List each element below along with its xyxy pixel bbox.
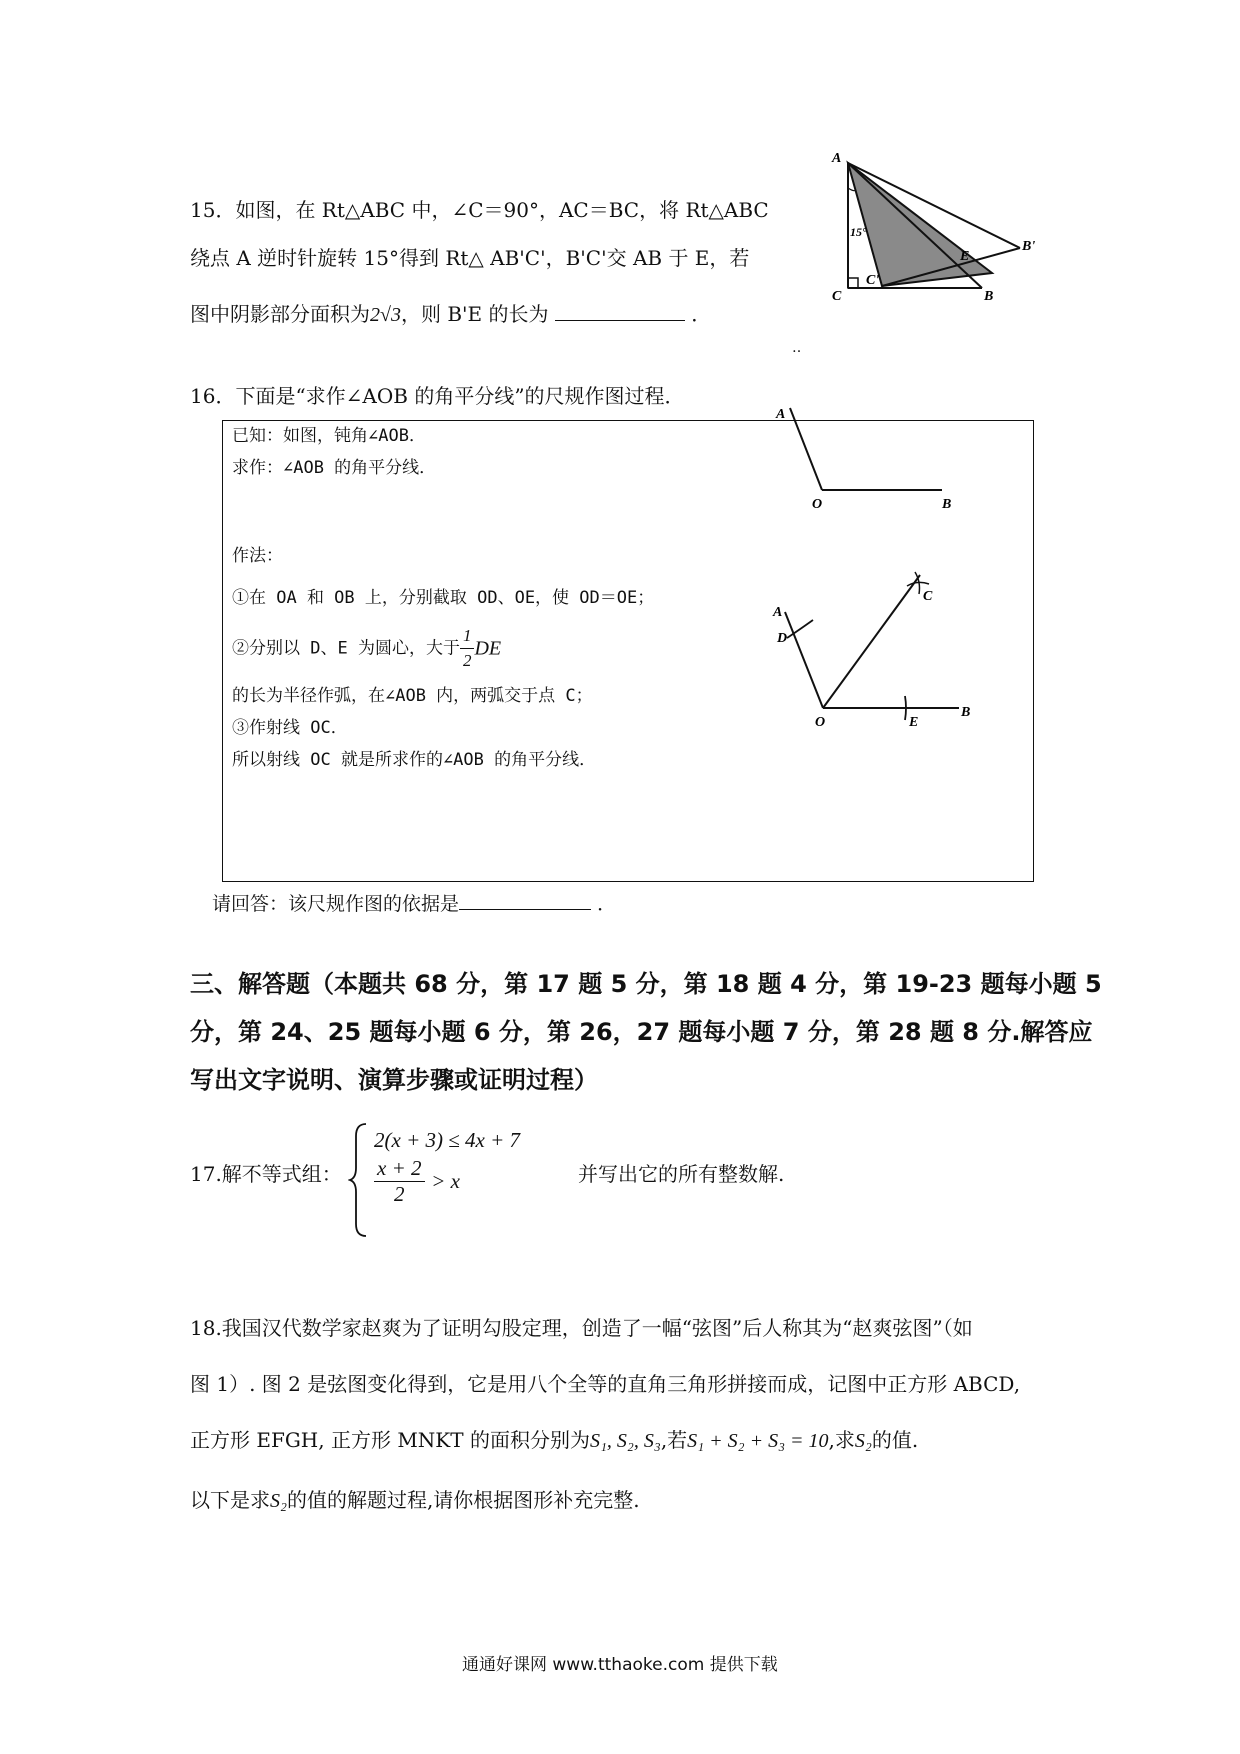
- q15-label-a: A: [832, 151, 842, 166]
- q16-find: 求作：∠AOB 的角平分线．: [232, 458, 437, 478]
- q17-inequality-2: [374, 1156, 460, 1207]
- q16-step3: ③作射线 OC．: [232, 718, 348, 738]
- q16-fig1-label-a: A: [776, 407, 786, 422]
- q17-fraction-den: 2: [394, 1182, 405, 1206]
- q16-step2-cont: 的长为半径作弧，在∠AOB 内，两弧交于点 C；: [232, 686, 593, 706]
- q16-known: 已知：如图，钝角∠AOB．: [232, 426, 426, 446]
- q16-step1: ①在 OA 和 OB 上，分别截取 OD、OE，使 OD＝OE；: [232, 588, 655, 608]
- q16-figure-given-angle: [770, 400, 970, 510]
- q16-fraction-num: 1: [460, 624, 475, 649]
- q17-inequality-1: 2(x + 3) ≤ 4x + 7: [374, 1128, 520, 1152]
- q15-line2: 绕点 A 逆时针旋转 15°得到 Rt△ AB'C'，B'C'交 AB 于 E，若: [190, 246, 750, 270]
- q18-line4-pre: 以下是求: [190, 1488, 270, 1512]
- q16-figure-construction: [765, 560, 985, 730]
- q16-fig2-label-o: O: [815, 715, 826, 730]
- section3-line2: 分，第 24、25 题每小题 6 分，第 26，27 题每小题 7 分，第 28 题 8 分.解答应: [190, 1018, 1093, 1046]
- q15-label-cp: C': [866, 273, 880, 288]
- section3-line1: 三、解答题（本题共 68 分，第 17 题 5 分，第 18 题 4 分，第 19-23 题每小题 5: [190, 970, 1102, 998]
- q17-brace-path: [350, 1124, 366, 1236]
- q15-dots: ‥: [792, 340, 802, 356]
- q16-intro: 16．下面是“求作∠AOB 的角平分线”的尺规作图过程．: [190, 384, 685, 408]
- q16-method: 作法：: [232, 546, 283, 566]
- q18-line3-post: ,求: [828, 1428, 855, 1452]
- q15-line1: 15．如图，在 Rt△ABC 中，∠C＝90°，AC＝BC，将 Rt△ABC: [190, 198, 769, 222]
- q16-answer-line: [212, 890, 616, 918]
- q16-ray-oc: [823, 575, 920, 708]
- q17-fraction-num: x + 2: [374, 1156, 425, 1182]
- q16-fig2-label-b: B: [961, 705, 971, 720]
- q15-line3-end: ．: [691, 302, 712, 326]
- q16-step2: [232, 624, 501, 673]
- q16-fig2-label-a: A: [773, 605, 783, 620]
- q15-label-c: C: [832, 289, 842, 304]
- q18-line1: 18.我国汉代数学家赵爽为了证明勾股定理，创造了一幅“弦图”后人称其为“赵爽弦图”（如: [190, 1316, 973, 1340]
- q16-fraction: [460, 624, 475, 673]
- q18-line3-vars: S₁, S₂, S₃: [589, 1430, 661, 1452]
- q16-fig2-label-e: E: [909, 715, 919, 730]
- q15-figure: [820, 148, 1040, 308]
- q16-answer-blank[interactable]: [459, 909, 591, 910]
- q15-line3-mid: ，则 B'E 的长为: [400, 302, 549, 326]
- q16-step2-pre: ②分别以 D、E 为圆心，大于: [232, 638, 460, 659]
- q18-line3-end: 的值.: [871, 1428, 919, 1452]
- q18-line3: [190, 1426, 918, 1455]
- q18-line4-var: S₂: [270, 1490, 287, 1512]
- q18-line3-mid: ,若: [660, 1428, 688, 1452]
- q18-line3-pre: 正方形 EFGH, 正方形 MNKT 的面积分别为: [190, 1428, 590, 1452]
- section3-line3: 写出文字说明、演算步骤或证明过程）: [190, 1066, 598, 1094]
- q15-label-angle: 15°: [850, 225, 867, 239]
- q18-line4: [190, 1486, 640, 1515]
- q16-answer-pre: 请回答：该尺规作图的依据是: [212, 893, 460, 915]
- q16-answer-end: ．: [597, 893, 617, 915]
- q15-line3: [190, 300, 711, 329]
- q15-answer-blank[interactable]: [555, 320, 685, 321]
- q18-line2: 图 1）. 图 2 是弦图变化得到，它是用八个全等的直角三角形拼接而成，记图中正方形 ABCD,: [190, 1372, 1021, 1396]
- q15-label-e: E: [960, 249, 970, 264]
- q15-label-bp: B': [1022, 239, 1036, 254]
- q15-label-b: B: [984, 289, 994, 304]
- q16-arc-c1: [907, 582, 929, 586]
- q16-ray-oa: [790, 408, 822, 490]
- q16-fraction-den: 2: [462, 651, 472, 670]
- q17-inequality-2-rhs: > x: [431, 1169, 460, 1193]
- q17-tail: 并写出它的所有整数解.: [578, 1162, 785, 1186]
- q17-brace: [348, 1120, 372, 1240]
- q16-arc-e: [905, 696, 906, 720]
- q16-conclusion: 所以射线 OC 就是所求作的∠AOB 的角平分线．: [232, 750, 597, 770]
- q16-fig2-label-c: C: [923, 589, 933, 604]
- q16-fig1-label-o: O: [812, 497, 823, 510]
- q17-fraction: [374, 1156, 425, 1207]
- page-footer: 通通好课网 www.tthaoke.com 提供下载: [462, 1655, 778, 1675]
- q18-line3-eq: S₁ + S₂ + S₃ = 10: [687, 1430, 829, 1452]
- q18-line3-target: S₂: [854, 1430, 872, 1452]
- q15-line3-pre: 图中阴影部分面积为: [190, 302, 370, 326]
- q16-step2-var: DE: [474, 637, 502, 660]
- q15-area-value: 2√3: [370, 304, 401, 326]
- q16-fig1-label-b: B: [942, 497, 952, 510]
- q15-right-angle-mark: [848, 278, 858, 288]
- q18-line4-post: 的值的解题过程,请你根据图形补充完整.: [286, 1488, 640, 1512]
- q17-label: 17.解不等式组：: [190, 1162, 342, 1186]
- q16-fig2-label-d: D: [777, 631, 788, 646]
